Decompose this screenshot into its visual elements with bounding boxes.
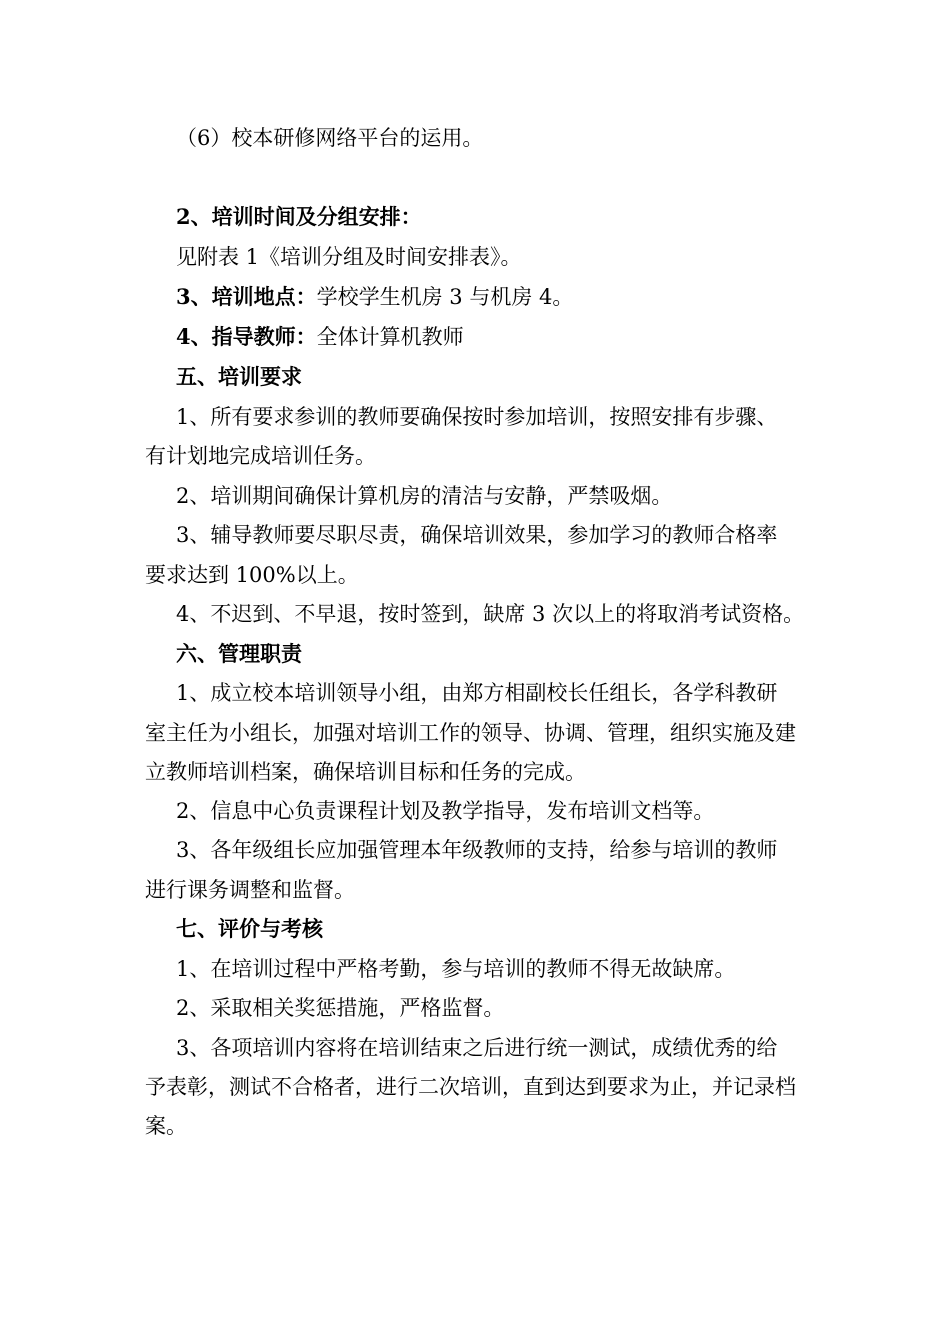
item-3 — [0, 283, 950, 311]
paragraph-e3-line2: 予表彰，测试不合格者，进行二次培训，直到达到要求为止，并记录档 — [145, 1075, 796, 1099]
paragraph-e2: 2、采取相关奖惩措施，严格监督。 — [176, 996, 505, 1020]
paragraph-r1-line2: 有计划地完成培训任务。 — [145, 444, 376, 468]
paragraph-r3-line2: 要求达到 100%以上。 — [145, 563, 359, 587]
section-heading-7: 七、评价与考核 — [176, 916, 323, 941]
item-3-text: 学校学生机房 3 与机房 4。 — [316, 285, 574, 309]
paragraph-m1-line1: 1、成立校本培训领导小组，由郑方相副校长任组长，各学科教研 — [176, 681, 778, 705]
paragraph-m3-line1: 3、各年级组长应加强管理本年级教师的支持，给参与培训的教师 — [176, 838, 778, 862]
paragraph-e3-line1: 3、各项培训内容将在培训结束之后进行统一测试，成绩优秀的给 — [176, 1036, 778, 1060]
paragraph-m1-line2: 室主任为小组长，加强对培训工作的领导、协调、管理，组织实施及建 — [145, 721, 796, 745]
section-heading-5: 五、培训要求 — [176, 364, 302, 389]
item-4-text: 全体计算机教师 — [316, 325, 464, 349]
paragraph-m2: 2、信息中心负责课程计划及教学指导，发布培训文档等。 — [176, 799, 715, 823]
paragraph-m1-line3: 立教师培训档案，确保培训目标和任务的完成。 — [145, 760, 586, 784]
paragraph-r1-line1: 1、所有要求参训的教师要确保按时参加培训，按照安排有步骤、 — [176, 405, 778, 429]
paragraph-r2: 2、培训期间确保计算机房的清洁与安静，严禁吸烟。 — [176, 484, 673, 508]
paragraph-e3-line3: 案。 — [145, 1114, 187, 1138]
paragraph-r3-line1: 3、辅导教师要尽职尽责，确保培训效果，参加学习的教师合格率 — [176, 523, 778, 547]
list-item-6: （6）校本研修网络平台的运用。 — [176, 126, 484, 150]
item-2-label: 2、培训时间及分组安排： — [176, 204, 422, 229]
item-2-text: 见附表 1《培训分组及时间安排表》。 — [176, 245, 522, 269]
item-4-label: 4、指导教师： — [176, 324, 317, 349]
section-heading-6: 六、管理职责 — [176, 641, 302, 666]
paragraph-r4: 4、不迟到、不早退，按时签到，缺席 3 次以上的将取消考试资格。 — [176, 602, 805, 626]
paragraph-m3-line2: 进行课务调整和监督。 — [145, 878, 355, 902]
item-4 — [0, 323, 950, 351]
item-2 — [0, 203, 950, 231]
paragraph-e1: 1、在培训过程中严格考勤，参与培训的教师不得无故缺席。 — [176, 957, 736, 981]
item-3-label: 3、培训地点： — [176, 284, 317, 309]
